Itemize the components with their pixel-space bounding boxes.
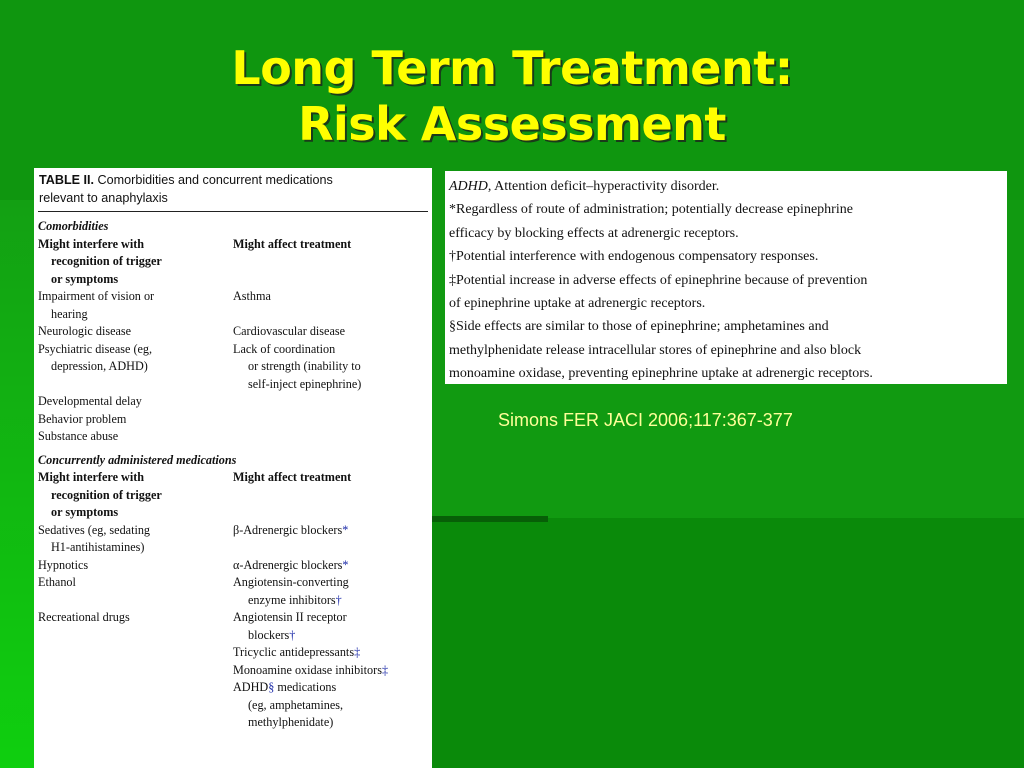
table-cell: (eg, amphetamines, (248, 697, 344, 712)
footnote-text: †Potential interference with endogenous compensatory responses. (449, 249, 819, 265)
table-row (38, 662, 432, 680)
table-cell: Hypnotics (38, 557, 89, 572)
column-header: recognition of trigger (51, 254, 162, 268)
table-cell: depression, ADHD) (51, 359, 148, 373)
background-left-band (0, 200, 34, 768)
table-cell: hearing (51, 306, 88, 321)
comorbidities-table (34, 168, 432, 768)
table-cell: enzyme inhibitors (248, 592, 336, 607)
table-caption (38, 172, 432, 207)
background-lower-band (430, 518, 1024, 768)
table-cell: Neurologic disease (38, 324, 132, 338)
table-cell: Cardiovascular disease (233, 324, 346, 338)
table-cell: Recreational drugs (38, 610, 130, 624)
table-cell: Lack of coordination (233, 341, 336, 356)
footnote-mark: † (289, 627, 296, 642)
table-cell: Tricyclic antidepressants (233, 645, 355, 659)
footnote-text: efficacy by blocking effects at adrenergic receptors. (449, 225, 739, 241)
footnote-text: , Attention deficit–hyperactivity disorder. (487, 179, 720, 194)
slide-title (0, 40, 1024, 152)
column-header: or symptoms (51, 271, 119, 286)
table-cell: α-Adrenergic blockers (233, 557, 343, 572)
footnote-mark: * (342, 557, 349, 572)
section-heading-comorbidities: Comorbidities (38, 219, 109, 233)
table-cell: Developmental delay (38, 394, 142, 408)
table-cell: Sedatives (eg, sedating (38, 522, 151, 537)
footnote-text: ‡Potential increase in adverse effects of epinephrine because of prevention (449, 272, 868, 288)
comorbidities-header-row (38, 236, 432, 289)
table-caption-line-2: relevant to anaphylaxis (39, 190, 168, 205)
table-cell: Angiotensin-converting (233, 575, 349, 589)
table-row (38, 609, 432, 644)
table-cell: Ethanol (38, 575, 76, 589)
footnote-text: of epinephrine uptake at adrenergic receptors. (449, 296, 706, 312)
medications-header-row (38, 469, 432, 522)
slide-title-line-1: Long Term Treatment: (231, 41, 793, 95)
table-cell: Psychiatric disease (eg, (38, 341, 153, 356)
footnote-text: monoamine oxidase, preventing epinephrine uptake at adrenergic receptors. (449, 366, 873, 382)
table-row (38, 574, 432, 609)
table-cell: Substance abuse (38, 429, 119, 443)
slide-title-line-2: Risk Assessment (298, 97, 726, 151)
footnote-mark: ‡ (381, 662, 389, 677)
citation: Simons FER JACI 2006;117:367-377 (498, 410, 793, 430)
table-row (38, 679, 432, 732)
table-number: TABLE II. (39, 173, 95, 187)
table-row (38, 522, 432, 557)
section-heading-medications: Concurrently administered medications (38, 452, 237, 467)
table-cell: Impairment of vision or (38, 289, 155, 303)
footnote-text: methylphenidate release intracellular stores of epinephrine and also block (449, 342, 862, 358)
table-caption-text: Comorbidities and concurrent medications (97, 173, 333, 187)
footnote-mark: † (335, 592, 342, 607)
footnote-abbreviation: ADHD (449, 179, 488, 194)
table-cell: Angiotensin II receptor (233, 610, 347, 624)
column-header: recognition of trigger (51, 487, 162, 502)
decorative-bar (430, 516, 548, 522)
table-cell: β-Adrenergic blockers (233, 522, 343, 537)
table-cell: ADHD (233, 680, 269, 694)
table-footnotes (445, 171, 1007, 384)
column-header: Might affect treatment (233, 236, 352, 251)
footnote-mark: § (268, 680, 275, 694)
table-rule (38, 211, 428, 212)
column-header: Might affect treatment (233, 470, 352, 484)
column-header: Might interfere with (38, 470, 145, 484)
footnote-mark: * (342, 522, 349, 537)
table-row (38, 557, 432, 575)
table-cell: Monoamine oxidase inhibitors (233, 662, 382, 677)
table-cell: medications (274, 680, 337, 694)
table-row (38, 288, 432, 323)
table-cell: methylphenidate) (248, 715, 334, 729)
table-cell: H1-antihistamines) (51, 540, 145, 554)
footnote-text: *Regardless of route of administration; potentially decrease epinephrine (449, 202, 853, 218)
column-header: Might interfere with (38, 236, 145, 251)
footnote-mark: ‡ (354, 645, 361, 659)
table-row (38, 341, 432, 394)
table-cell: Behavior problem (38, 411, 127, 426)
table-cell: or strength (inability to (248, 359, 361, 373)
table-row (38, 323, 432, 341)
footnote-text: §Side effects are similar to those of epinephrine; amphetamines and (449, 319, 829, 335)
table-cell: self-inject epinephrine) (248, 376, 362, 391)
table-cell: Asthma (233, 289, 271, 303)
table-row (38, 644, 432, 662)
column-header: or symptoms (51, 505, 119, 519)
table-cell: blockers (248, 627, 290, 642)
